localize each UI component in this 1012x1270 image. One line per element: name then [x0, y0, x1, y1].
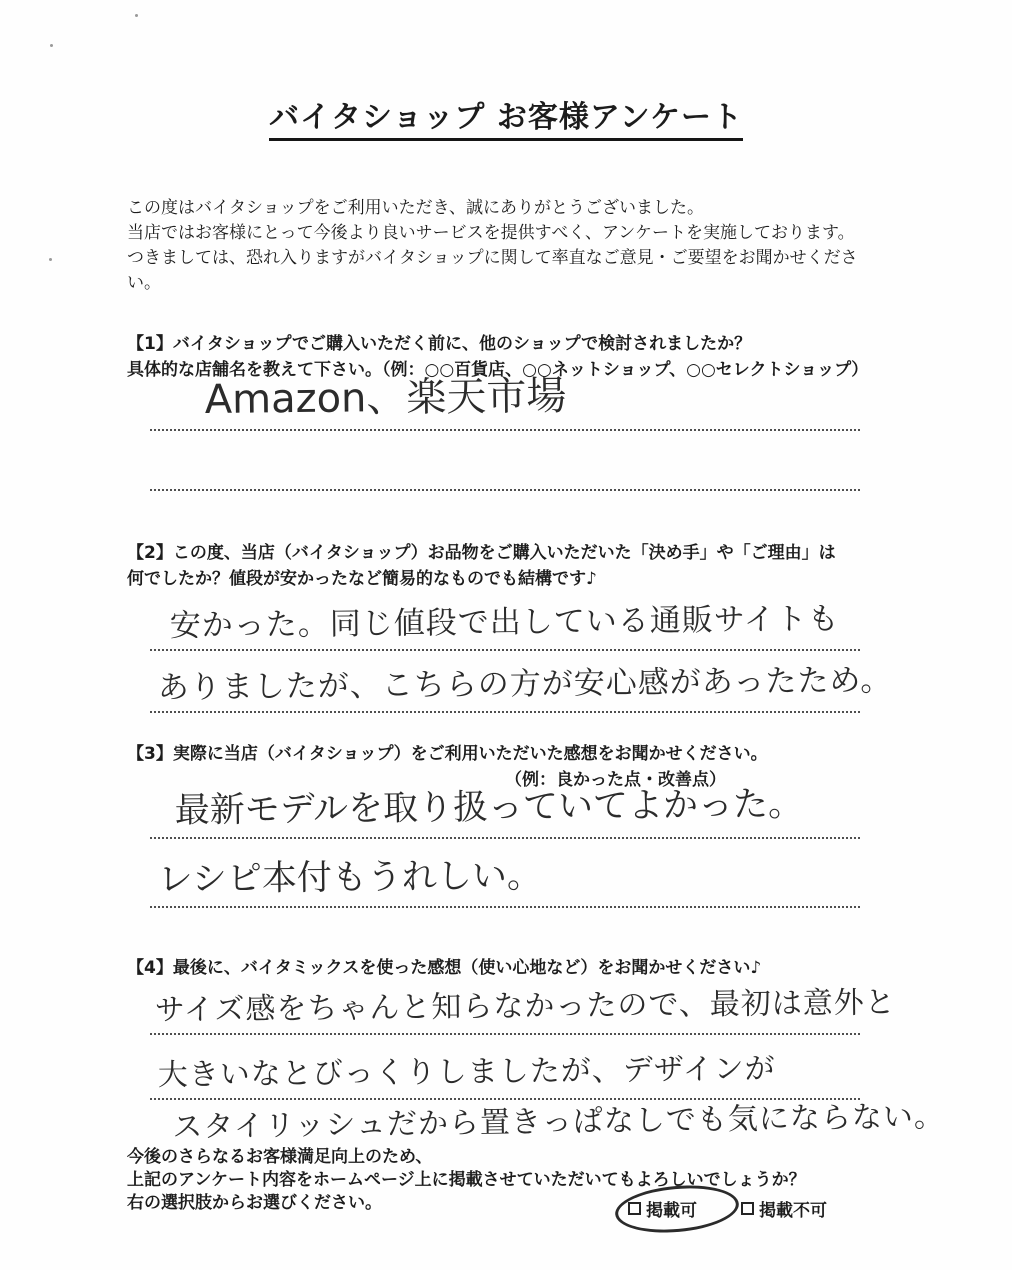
scan-speck: [49, 258, 52, 261]
answer-line-q2-2: [150, 657, 893, 713]
answer-line-q2-1: [150, 595, 860, 651]
handwritten-answer-q1: Amazon、楽天市場: [204, 373, 567, 424]
question-1-line: 【1】バイタショップでご購入いただく前に、他のショップで検討されましたか？: [127, 334, 752, 354]
intro-line: 当店ではお客様にとって今後より良いサービスを提供すべく、アンケートを実施しております。: [127, 223, 855, 243]
handwritten-answer-q2-line1: 安かった。同じ値段で出している通販サイトも: [169, 600, 840, 645]
page-title-text: バイタショップ お客様アンケート: [269, 100, 743, 141]
footer-line: 今後のさらなるお客様満足向上のため、: [127, 1147, 433, 1167]
publish-ng-option: [741, 1196, 827, 1221]
handwritten-answer-q4-line3: スタイリッシュだから置きっぱなしでも気にならない。: [172, 1099, 946, 1145]
intro-line: この度はバイタショップをご利用いただき、誠にありがとうございました。: [127, 198, 704, 218]
answer-line-q1-1: [150, 375, 860, 431]
handwritten-answer-q2-line2: ありましたが、こちらの方が安心感があったため。: [157, 662, 893, 707]
footer-line: 右の選択肢からお選びください。: [127, 1193, 382, 1213]
answer-line-q3-2: [150, 852, 860, 908]
handwritten-answer-q3-line2: レシピ本付もうれしい。: [157, 855, 543, 901]
question-4-heading: [127, 955, 761, 981]
intro-line: い。: [127, 273, 161, 293]
answer-line-q4-1: [150, 979, 896, 1035]
answer-line-q1-2: [150, 435, 860, 491]
handwritten-answer-q3-line1: 最新モデルを取り扱っていてよかった。: [174, 784, 804, 832]
question-2-line: 【2】この度、当店（バイタショップ）お品物をご購入いただいた「決め手」や「ご理由」は: [127, 543, 836, 563]
answer-line-q3-1: [150, 783, 860, 839]
question-3-example: （例：良かった点・改善点）: [505, 770, 726, 790]
intro-line: つきましては、恐れ入りますがバイタショップに関して率直なご意見・ご要望をお聞かせくださ: [127, 248, 858, 268]
question-3-line: 【3】実際に当店（バイタショップ）をご利用いただいた感想をお聞かせください。: [127, 744, 768, 764]
handwritten-answer-q4-line1: サイズ感をちゃんと知らなかったので、最初は意外と: [154, 985, 896, 1028]
handwritten-answer-q4-line2: 大きいなとびっくりしましたが、デザインが: [157, 1051, 776, 1093]
scan-speck: [50, 44, 53, 47]
question-4-line: 【4】最後に、バイタミックスを使った感想（使い心地など）をお聞かせください♪: [127, 958, 762, 978]
footer-line: 上記のアンケート内容をホームページ上に掲載させていただいてもよろしいでしょうか？: [127, 1170, 806, 1190]
page-title: [0, 92, 1012, 136]
question-2-heading: [127, 540, 836, 592]
intro-paragraph: [127, 196, 858, 296]
publish-ng-label: 掲載不可: [759, 1201, 827, 1221]
publish-ng-checkbox-icon: [741, 1202, 754, 1215]
question-1-line: 具体的な店舗名を教えて下さい。（例：○○百貨店、○○ネットショップ、○○セレクトショップ）: [127, 360, 869, 380]
publish-ok-label: 掲載可: [646, 1201, 697, 1221]
scan-speck: [135, 14, 138, 17]
question-2-line: 何でしたか？値段が安かったなど簡易的なものでも結構です♪: [127, 569, 597, 589]
answer-line-q4-2: [150, 1044, 860, 1100]
